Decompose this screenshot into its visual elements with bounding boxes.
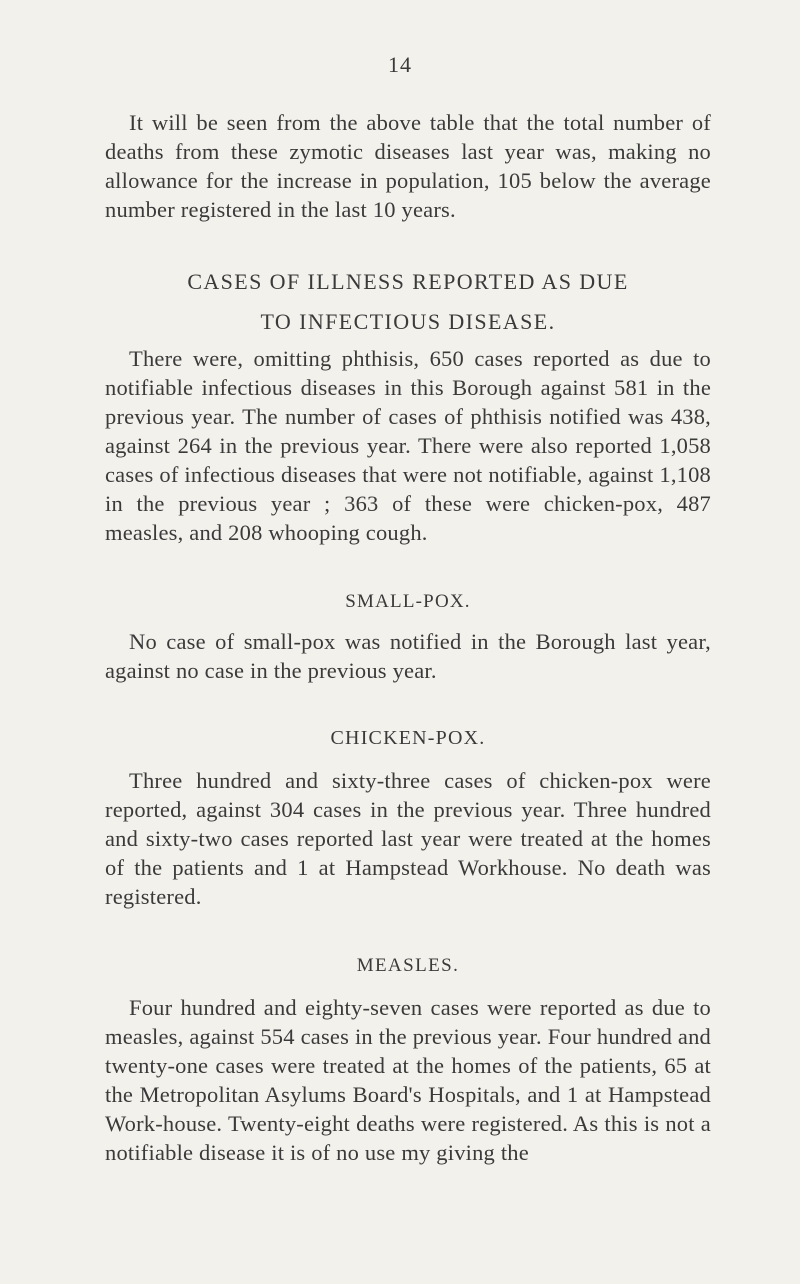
section-heading-measles: MEASLES. <box>356 955 460 976</box>
section-heading-small-pox: SMALL-POX. <box>345 591 471 612</box>
infectious-disease-paragraph: There were, omitting phthisis, 650 cases reported as due to notifiable infectious diseases in this Borough against 581 in the previous year. The number of cases of phthisis notified was 438, against 264 in the previous year. There were also reported 1,058 cases of infectious diseases that were not notifiable, against 1,108 in the previous year ; 363 of these were chicken-pox, 487 measles, and 208 whooping cough. <box>105 346 711 545</box>
page-content <box>105 108 711 1167</box>
section-heading-infectious-disease <box>105 262 711 342</box>
small-pox-paragraph: No case of small-pox was notified in the Borough last year, against no case in the previous year. <box>105 629 711 683</box>
page-number: 14 <box>388 52 412 77</box>
intro-paragraph: It will be seen from the above table that the total number of deaths from these zymotic diseases last year was, making no allowance for the increase in population, 105 below the average number registered in the last 10 years. <box>105 110 711 222</box>
heading-line-2: TO INFECTIOUS DISEASE. <box>260 309 556 334</box>
chicken-pox-paragraph: Three hundred and sixty-three cases of chicken-pox were reported, against 304 cases in the previous year. Three hundred and sixty-two cases reported last year were treated at the homes of the patients and 1 at Hampstead Workhouse. No death was registered. <box>105 768 711 909</box>
section-heading-chicken-pox: CHICKEN-POX. <box>330 727 486 749</box>
measles-paragraph: Four hundred and eighty-seven cases were reported as due to measles, against 554 cases in the previous year. Four hundred and twenty-one cases were treated at the homes of the patients, 65 at the Metropolitan Asylums Board's Hospitals, and 1 at Hampstead Work-house. Twenty-eight deaths were registered. As this is not a notifiable disease it is of no use my giving the <box>105 995 711 1165</box>
heading-line-1: CASES OF ILLNESS REPORTED AS DUE <box>187 269 629 294</box>
